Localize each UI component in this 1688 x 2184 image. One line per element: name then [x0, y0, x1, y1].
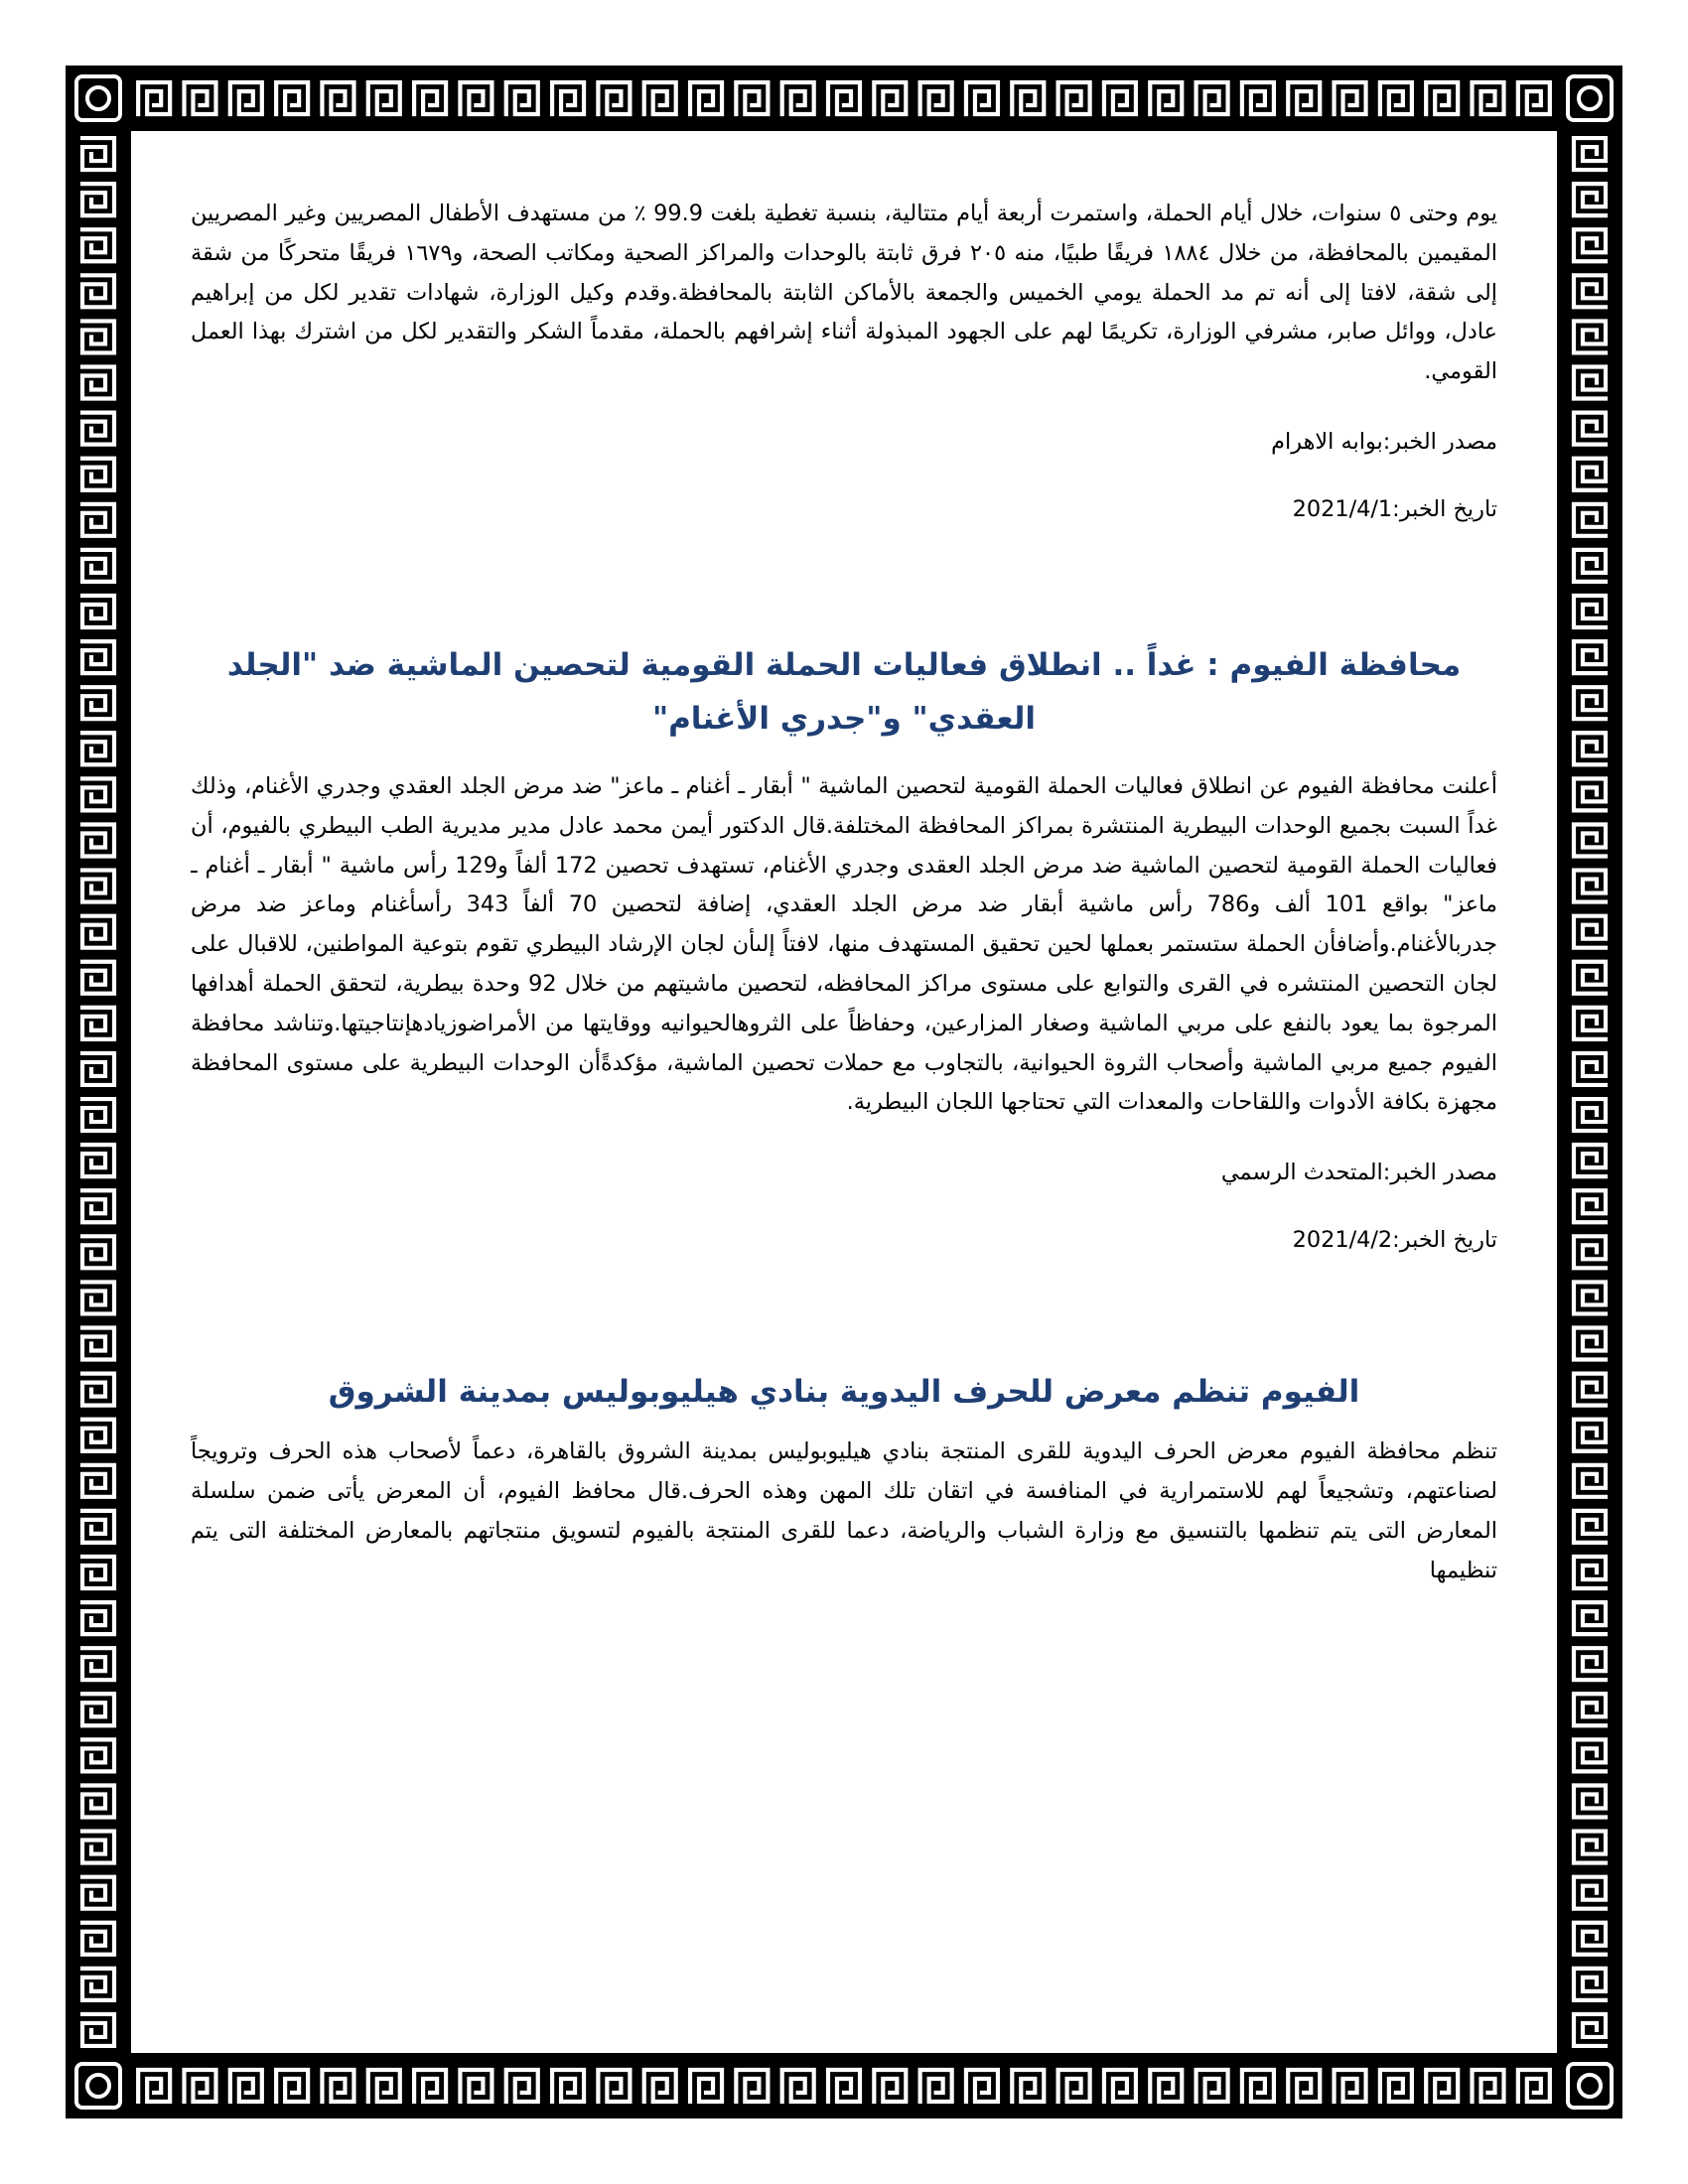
article-3-body: تنظم محافظة الفيوم معرض الحرف اليدوية للقرى المنتجة بنادي هيليوبوليس بمدينة الشروق بالقاهرة، دعماً لأصحاب هذه الحرف وترويجاً لصناعتهم، وتشجيعاً لهم للاستمرارية في المنافسة في اتقان تلك المهن وهذه الحرف.قال محافظ الفيوم، أن المعرض يأتى ضمن سلسلة المعارض التى يتم تنظمها بالتنسيق مع وزارة الشباب والرياضة، دعما للقرى المنتجة بالفيوم لتسويق منتجاتهم بالمعارض المختلفة التى يتم تنظيمها: [191, 1438, 1497, 1583]
article-1-source: مصدر الخبر:بوابه الاهرام: [1271, 428, 1497, 455]
article-1-date: تاريخ الخبر:2021/4/1: [1292, 495, 1497, 522]
article-3-title: الفيوم تنظم معرض للحرف اليدوية بنادي هيليوبوليس بمدينة الشروق: [328, 1374, 1360, 1411]
article-1: [191, 195, 1497, 529]
article-2-source: مصدر الخبر:المتحدث الرسمي: [1220, 1160, 1497, 1186]
article-3: [191, 1365, 1497, 1590]
article-2: [191, 638, 1497, 1260]
article-2-title: محافظة الفيوم : غداً .. انطلاق فعاليات الحملة القومية لتحصين الماشية ضد "الجلد العقدي" و"جدري الأغنام": [226, 646, 1462, 737]
article-2-date: تاريخ الخبر:2021/4/2: [1292, 1227, 1497, 1254]
page-content: [191, 195, 1497, 1922]
article-2-body: أعلنت محافظة الفيوم عن انطلاق فعاليات الحملة القومية لتحصين الماشية " أبقار ـ أغنام ـ ماعز" ضد مرض الجلد العقدي وجدري الأغنام، وذلك غداً السبت بجميع الوحدات البيطرية المنتشرة بمراكز المحافظة المختلفة.قال الدكتور أيمن محمد عادل مدير مديرية الطب البيطري بالفيوم، أن فعاليات الحملة القومية لتحصين الماشية ضد مرض الجلد العقدى وجدري الأغنام، تستهدف تحصين 172 ألفاً و129 رأس ماشية " أبقار ـ أغنام ـ ماعز" بواقع 101 ألف و786 رأس ماشية أبقار ضد مرض الجلد العقدي، إضافة لتحصين 70 ألفاً 343 رأسأغنام وماعز ضد مرض جدربالأغنام.وأضافأن الحملة ستستمر بعملها لحين تحقيق المستهدف منها، لافتاً إلىأن لجان الإرشاد البيطري تقوم بتوعية المواطنين، للاقبال على لجان التحصين المنتشره في القرى والتوابع على مستوى مراكز المحافظه، لتحصين ماشيتهم من خلال 92 وحدة بيطرية، لتحقق الحملة أهدافها المرجوة بما يعود بالنفع على مربي الماشية وصغار المزارعين، وحفاظاً على الثروهالحيوانيه ووقايتها من الأمراضوزيادهإنتاجيتها.وتناشد محافظة الفيوم جميع مربي الماشية وأصحاب الثروة الحيوانية، بالتجاوب مع حملات تحصين الماشية، مؤكدةًأن الوحدات البيطرية على مستوى المحافظة مجهزة بكافة الأدوات واللقاحات والمعدات التي تحتاجها اللجان البيطرية.: [191, 772, 1497, 1116]
article-1-body: يوم وحتى ٥ سنوات، خلال أيام الحملة، واستمرت أربعة أيام متتالية، بنسبة تغطية بلغت 99.9 ٪ من مستهدف الأطفال المصريين وغير المصريين المقيمين بالمحافظة، من خلال ١٨٨٤ فريقًا طبيًا، منه ٢٠٥ فرق ثابتة بالوحدات والمراكز الصحية ومكاتب الصحة، و١٦٧٩ فريقًا متحركًا من شقة إلى شقة، لافتا إلى أنه تم مد الحملة يومي الخميس والجمعة بالأماكن الثابتة بالمحافظة.وقدم وكيل الوزارة، شهادات تقدير لكل من إبراهيم عادل، ووائل صابر، مشرفي الوزارة، تكريمًا لهم على الجهود المبذولة أثناء إشرافهم بالحملة، مقدماً الشكر والتقدير لكل من اشترك بهذا العمل القومي.: [191, 201, 1497, 385]
